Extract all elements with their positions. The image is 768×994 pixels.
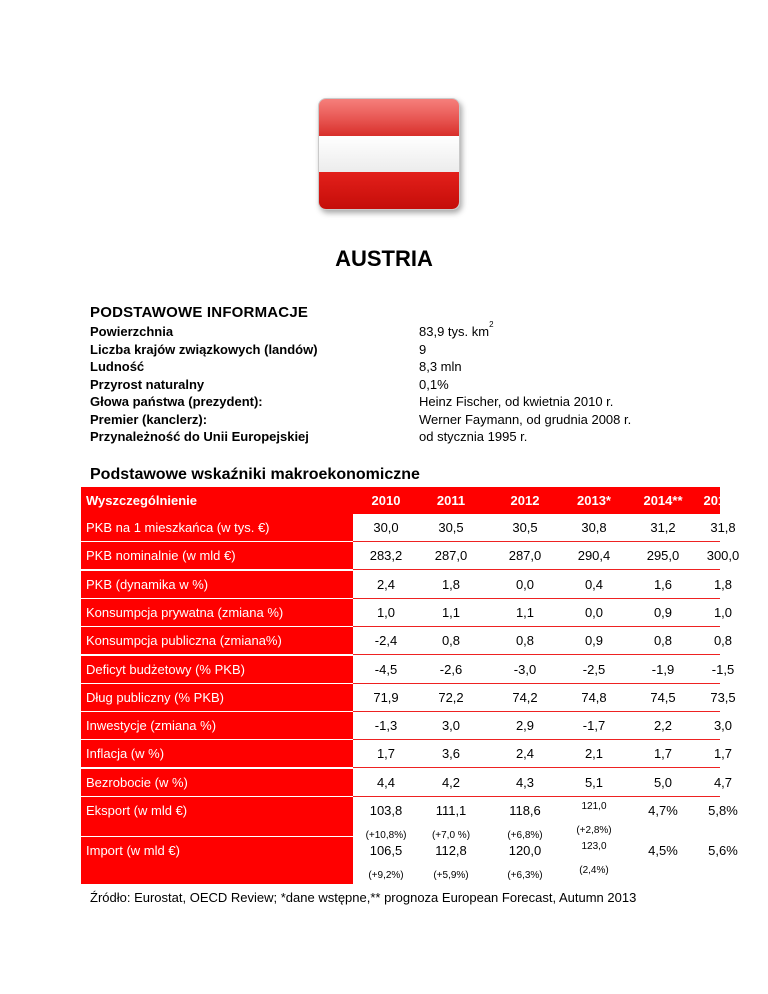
table-row (81, 627, 733, 655)
table-row (81, 797, 738, 841)
info-value: 0,1% (419, 376, 449, 392)
table-cell: 111,1 (435, 803, 467, 818)
table-cell: 0,8 (441, 633, 461, 649)
table-header-cell: 2013* (577, 493, 611, 508)
table-cell: 0,0 (584, 604, 604, 620)
row-label: Deficyt budżetowy (% PKB) (81, 656, 353, 684)
row-label: Dług publiczny (% PKB) (81, 684, 353, 712)
table-cell: 0,8 (713, 633, 733, 649)
table-cell: 1,0 (713, 604, 733, 620)
table-cell: -2,6 (439, 661, 463, 677)
row-label: Inflacja (w %) (81, 740, 353, 768)
table-cell: -3,0 (513, 661, 537, 677)
table-cell: 74,2 (512, 689, 538, 705)
table-row (81, 571, 733, 599)
info-value: Heinz Fischer, od kwietnia 2010 r. (419, 394, 614, 409)
table-subcell: (2,4%) (579, 865, 609, 876)
table-cell: 30,5 (438, 520, 464, 535)
table-subcell: (+7,0 %) (431, 830, 471, 841)
page-title: AUSTRIA (335, 246, 433, 271)
table-cell: 71,9 (373, 689, 399, 705)
table-subcell: (+9,2%) (368, 870, 404, 881)
table-cell: 3,0 (713, 718, 733, 734)
table-cell: 1,7 (376, 746, 396, 762)
table-cell: 120,0 (508, 843, 542, 858)
table-cell: 5,1 (584, 774, 604, 790)
table-row (81, 740, 733, 768)
table-header (81, 487, 743, 514)
table-cell: -2,5 (582, 661, 606, 677)
table-cell: 30,0 (373, 520, 399, 535)
row-label: Import (w mld €) (81, 837, 353, 885)
info-row (90, 394, 690, 411)
info-row (90, 320, 690, 341)
table-subcell: (+6,3%) (507, 870, 543, 881)
austria-flag (318, 98, 460, 210)
info-value: 9 (419, 341, 427, 357)
table-cell: 1,8 (441, 576, 461, 592)
table-row (81, 514, 736, 542)
table-cell: 1,0 (376, 604, 396, 620)
table-cell: 290,4 (577, 548, 611, 564)
table-cell: 2,2 (653, 718, 673, 734)
table-subcell: (+2,8%) (576, 825, 612, 836)
table-cell: -1,7 (582, 718, 606, 734)
table-cell: 2,9 (515, 718, 535, 734)
table-cell: 1,1 (441, 604, 461, 620)
info-row (90, 359, 690, 376)
table-cell: 0,9 (653, 604, 673, 620)
table-cell: -1,5 (711, 661, 735, 677)
table-cell: 2,1 (584, 746, 604, 762)
table-cell: 4,3 (515, 774, 535, 790)
table-cell: 295,0 (646, 548, 680, 564)
table-cell: 4,7 (713, 774, 733, 790)
table-cell: 103,8 (369, 803, 403, 818)
table-cell: 30,8 (581, 520, 607, 535)
info-label: Ludność (90, 359, 145, 374)
table-cell: 72,2 (438, 689, 464, 705)
row-label: PKB nominalnie (w mld €) (81, 542, 353, 570)
table-cell: 4,4 (376, 774, 396, 790)
table-subcell: (+10,8%) (365, 830, 407, 841)
table-header-cell: 2010 (371, 493, 401, 508)
info-label: Premier (kanclerz): (90, 411, 208, 427)
table-cell: 3,6 (441, 746, 461, 762)
info-row (90, 429, 690, 446)
table-cell: 5,6% (708, 843, 738, 858)
table-cell: 1,8 (713, 576, 733, 592)
row-label: PKB (dynamika w %) (81, 571, 353, 599)
table-cell: 1,6 (653, 576, 673, 592)
table-cell: -1,9 (651, 661, 675, 677)
table-cell: 0,8 (653, 633, 673, 649)
table-cell: 283,2 (369, 548, 403, 564)
info-label: Liczba krajów związkowych (landów) (90, 341, 318, 357)
table-row (81, 712, 733, 740)
table-cell: 74,5 (650, 689, 676, 705)
info-label: Powierzchnia (90, 324, 174, 339)
table-cell: 287,0 (434, 548, 468, 564)
info-label: Przyrost naturalny (90, 376, 205, 392)
table-cell: 31,2 (650, 520, 676, 535)
table-row (81, 542, 740, 570)
table-cell: 0,8 (515, 633, 535, 649)
table-cell: 73,5 (710, 689, 736, 705)
table-cell: -4,5 (374, 661, 398, 677)
table-cell: 4,5% (648, 843, 678, 858)
info-label: Przynależność do Unii Europejskiej (90, 429, 309, 444)
table-cell: 121,0 (581, 801, 607, 812)
table-cell: 2,4 (515, 746, 535, 762)
table-header-cell: 2014** (643, 493, 683, 508)
info-heading: PODSTAWOWE INFORMACJE (90, 304, 309, 321)
table-cell: 0,9 (584, 633, 604, 649)
table-cell: 106,5 (369, 843, 403, 858)
table-cell: 30,5 (512, 520, 538, 535)
table-cell: -1,3 (374, 718, 398, 734)
table-subcell: (+6,8%) (507, 830, 543, 841)
table-cell: 118,6 (509, 803, 541, 818)
table-cell: 31,8 (710, 520, 736, 535)
table-row (81, 599, 733, 627)
table-cell: 2,4 (376, 576, 396, 592)
row-label: PKB na 1 mieszkańca (w tys. €) (81, 514, 353, 542)
table-cell: 3,0 (441, 718, 461, 734)
table-cell: -2,4 (374, 633, 398, 649)
table-row (81, 684, 736, 712)
table-row (81, 656, 735, 684)
table-cell: 287,0 (508, 548, 542, 564)
info-row (90, 377, 690, 394)
info-value: 83,9 tys. $km^2$ (419, 320, 494, 339)
table-cell: 112,8 (435, 843, 467, 858)
macro-heading: Podstawowe wskaźniki makroekonomiczne (90, 466, 420, 483)
row-label: Inwestycje (zmiana %) (81, 712, 353, 740)
source-note: Źródło: Eurostat, OECD Review; *dane wstępne,** prognoza European Forecast, Autumn 2013 (90, 890, 637, 905)
info-value: 8,3 mln (419, 359, 462, 374)
table-cell: 1,7 (713, 746, 733, 762)
info-row (90, 342, 690, 359)
row-label: Bezrobocie (w %) (81, 769, 353, 797)
table-cell: 123,0 (581, 841, 607, 852)
table-header-cell: 2011 (436, 493, 466, 508)
table-cell: 4,7% (648, 803, 678, 818)
table-cell: 1,7 (653, 746, 673, 762)
info-label: Głowa państwa (prezydent): (90, 394, 263, 409)
table-header-cell: Wyszczególnienie (86, 493, 198, 508)
table-cell: 1,1 (515, 604, 535, 620)
row-label: Konsumpcja prywatna (zmiana %) (81, 599, 353, 627)
table-cell: 5,0 (653, 774, 673, 790)
table-cell: 74,8 (581, 689, 607, 705)
table-cell: 0,4 (584, 576, 604, 592)
row-label: Eksport (w mld €) (81, 797, 353, 837)
table-cell: 4,2 (441, 774, 461, 790)
info-row (90, 412, 690, 429)
table-cell: 300,0 (706, 548, 740, 564)
table-cell: 5,8% (708, 803, 738, 818)
info-value: od stycznia 1995 r. (419, 429, 528, 444)
table-header-cell: 2012 (510, 493, 540, 508)
table-row (81, 837, 738, 885)
table-row (81, 769, 733, 797)
table-header-cell: 2015** (703, 493, 743, 508)
table-subcell: (+5,9%) (433, 870, 469, 881)
info-value: Werner Faymann, od grudnia 2008 r. (419, 411, 632, 427)
table-cell: 0,0 (515, 576, 535, 592)
row-label: Konsumpcja publiczna (zmiana%) (81, 627, 353, 655)
